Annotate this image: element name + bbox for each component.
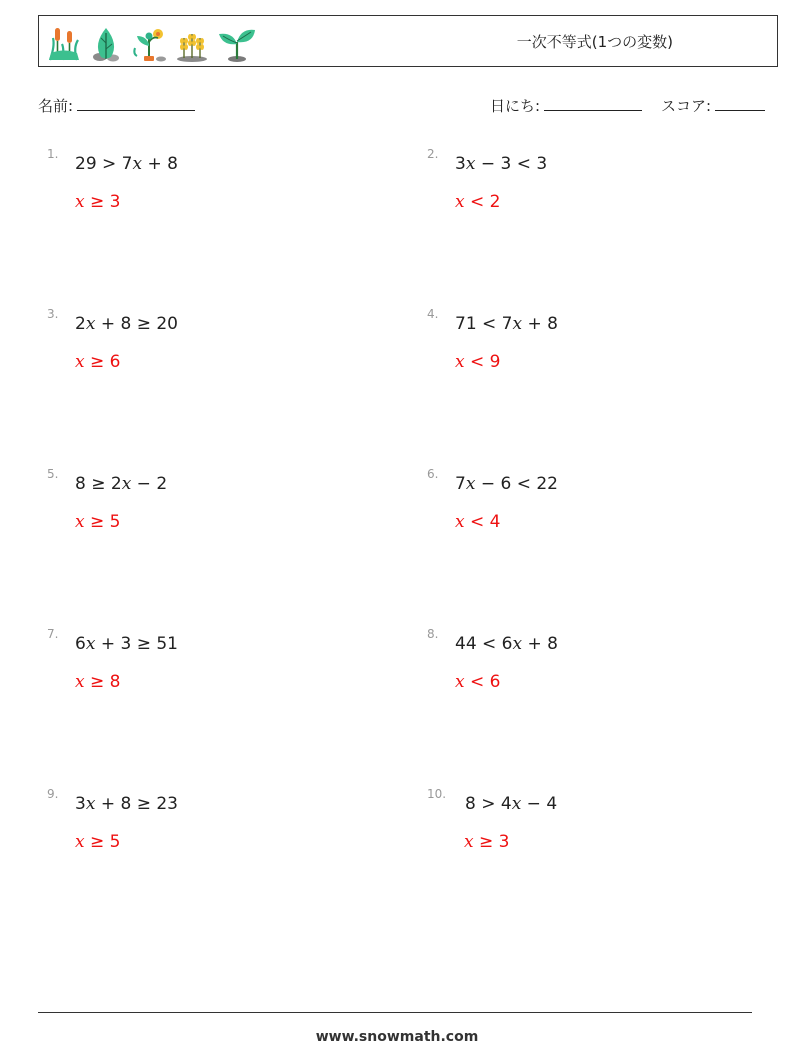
inequality-left: 8 > 4 xyxy=(465,794,512,814)
answer-value: < 6 xyxy=(464,672,501,692)
answer-variable: x xyxy=(75,192,85,212)
answer-value: < 2 xyxy=(464,192,501,212)
problem-number: 3. xyxy=(47,307,59,321)
inequality xyxy=(455,154,547,174)
score-field xyxy=(661,95,765,116)
answer-variable: x xyxy=(455,192,465,212)
answer-variable: x xyxy=(75,512,85,532)
answer-variable: x xyxy=(464,832,474,852)
flowering-plant-icon xyxy=(131,26,167,62)
inequality xyxy=(455,474,558,494)
inequality-right: + 8 xyxy=(142,154,178,174)
plant-icon-strip xyxy=(47,22,257,62)
leaf-icon xyxy=(89,26,123,62)
answer xyxy=(75,512,120,532)
inequality-left: 6 xyxy=(75,634,86,654)
answer-variable: x xyxy=(75,352,85,372)
worksheet-header xyxy=(38,15,778,67)
inequality-right: + 8 ≥ 20 xyxy=(95,314,178,334)
variable: x xyxy=(511,794,522,814)
inequality xyxy=(455,314,558,334)
inequality-left: 2 xyxy=(75,314,86,334)
inequality-left: 3 xyxy=(455,154,466,174)
inequality-right: + 8 xyxy=(522,314,558,334)
answer xyxy=(75,352,120,372)
answer-value: ≥ 5 xyxy=(84,512,121,532)
inequality-right: + 8 xyxy=(522,634,558,654)
answer-variable: x xyxy=(455,352,465,372)
answer xyxy=(75,832,120,852)
problem-number: 4. xyxy=(427,307,439,321)
answer-value: ≥ 8 xyxy=(84,672,121,692)
answer-variable: x xyxy=(455,672,465,692)
sprout-icon xyxy=(217,26,257,62)
worksheet-title: 一次不等式(1つの変数) xyxy=(516,33,673,51)
name-label: 名前: xyxy=(38,97,74,115)
inequality xyxy=(75,154,178,174)
variable: x xyxy=(465,474,476,494)
answer-value: < 9 xyxy=(464,352,501,372)
problem-number: 5. xyxy=(47,467,59,481)
answer-variable: x xyxy=(75,672,85,692)
answer-value: ≥ 3 xyxy=(84,192,121,212)
variable: x xyxy=(132,154,143,174)
answer-value: < 4 xyxy=(464,512,501,532)
answer-value: ≥ 5 xyxy=(84,832,121,852)
answer-variable: x xyxy=(455,512,465,532)
date-blank[interactable] xyxy=(544,96,642,111)
answer xyxy=(75,672,120,692)
answer-value: ≥ 3 xyxy=(473,832,510,852)
name-blank[interactable] xyxy=(77,96,195,111)
problem-number: 10. xyxy=(427,787,447,801)
variable: x xyxy=(465,154,476,174)
problem-number: 8. xyxy=(427,627,439,641)
inequality-left: 8 ≥ 2 xyxy=(75,474,122,494)
inequality xyxy=(75,314,178,334)
inequality-right: − 3 < 3 xyxy=(475,154,548,174)
inequality-left: 7 xyxy=(455,474,466,494)
inequality-left: 44 < 6 xyxy=(455,634,513,654)
problem-number: 7. xyxy=(47,627,59,641)
problem-number: 2. xyxy=(427,147,439,161)
score-blank[interactable] xyxy=(715,96,765,111)
answer xyxy=(455,672,500,692)
inequality-right: + 8 ≥ 23 xyxy=(95,794,178,814)
answer xyxy=(75,192,120,212)
variable: x xyxy=(512,314,523,334)
inequality-right: − 4 xyxy=(521,794,558,814)
answer-variable: x xyxy=(75,832,85,852)
inequality-right: + 3 ≥ 51 xyxy=(95,634,178,654)
answer xyxy=(455,192,500,212)
inequality xyxy=(465,794,557,814)
inequality-left: 71 < 7 xyxy=(455,314,513,334)
variable: x xyxy=(512,634,523,654)
inequality-right: − 6 < 22 xyxy=(475,474,558,494)
inequality xyxy=(75,474,167,494)
footer-divider xyxy=(38,1012,752,1013)
wheat-icon xyxy=(175,26,209,62)
inequality-right: − 2 xyxy=(131,474,168,494)
answer xyxy=(455,352,500,372)
score-label: スコア: xyxy=(661,97,712,115)
variable: x xyxy=(85,314,96,334)
problem-number: 9. xyxy=(47,787,59,801)
name-field xyxy=(38,95,195,116)
variable: x xyxy=(85,634,96,654)
inequality xyxy=(455,634,558,654)
answer xyxy=(455,512,500,532)
date-field xyxy=(490,95,642,116)
problem-number: 6. xyxy=(427,467,439,481)
footer-site[interactable]: www.snowmath.com xyxy=(315,1029,479,1045)
answer xyxy=(464,832,509,852)
answer-value: ≥ 6 xyxy=(84,352,121,372)
problem-number: 1. xyxy=(47,147,59,161)
inequality-left: 3 xyxy=(75,794,86,814)
cattail-grass-icon xyxy=(47,26,81,62)
inequality xyxy=(75,794,178,814)
variable: x xyxy=(121,474,132,494)
inequality xyxy=(75,634,178,654)
date-label: 日にち: xyxy=(490,97,541,115)
variable: x xyxy=(85,794,96,814)
inequality-left: 29 > 7 xyxy=(75,154,133,174)
